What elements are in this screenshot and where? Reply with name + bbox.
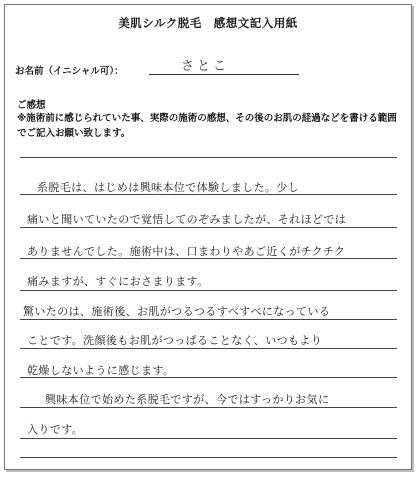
ruled-line (20, 438, 397, 439)
handwritten-line: ことです。洗顔後もお肌がつっぱることなく、いつもより (27, 334, 323, 347)
name-label: お名前（イニシャル可）： (15, 66, 124, 77)
handwritten-line: 入りです。 (27, 423, 84, 436)
impressions-heading: ご感想 (17, 100, 46, 111)
ruled-line (20, 407, 397, 408)
ruled-line (20, 157, 397, 158)
handwritten-line: 驚いたのは、施術後、お肌がつるつるすべすべになっている (23, 305, 331, 318)
ruled-line (20, 227, 397, 228)
instructions-text: ※施術前に感じられていた事、実際の施術の感想、その後のお肌の経過などを書ける範囲でご記入お願い致します。 (17, 113, 397, 139)
ruled-line (20, 348, 397, 349)
handwritten-line: 乾燥しないように感じます。 (27, 364, 175, 377)
questionnaire-form (4, 4, 412, 470)
ruled-line (20, 290, 397, 291)
ruled-line (20, 319, 397, 320)
form-title: 美肌シルク脱毛 感想文記入用紙 (118, 16, 298, 30)
handwritten-line: 系脱毛は、はじめは興味本位で体験しました。少し (37, 181, 300, 194)
ruled-line (20, 457, 397, 458)
handwritten-line: 痛みますが、すぐにおさまります。 (27, 275, 209, 288)
name-underline (149, 74, 299, 75)
handwritten-line: 興味本位で始めた系脱毛ですが、今ではすっかりお気に (45, 393, 330, 406)
handwritten-line: ありませんでした。施術中は、口まわりやあご近くがチクチク (27, 245, 346, 258)
handwritten-line: 痛いと聞いていたので覚悟してのぞみましたが、それほどでは (27, 213, 347, 226)
name-value: さとこ (180, 59, 229, 74)
